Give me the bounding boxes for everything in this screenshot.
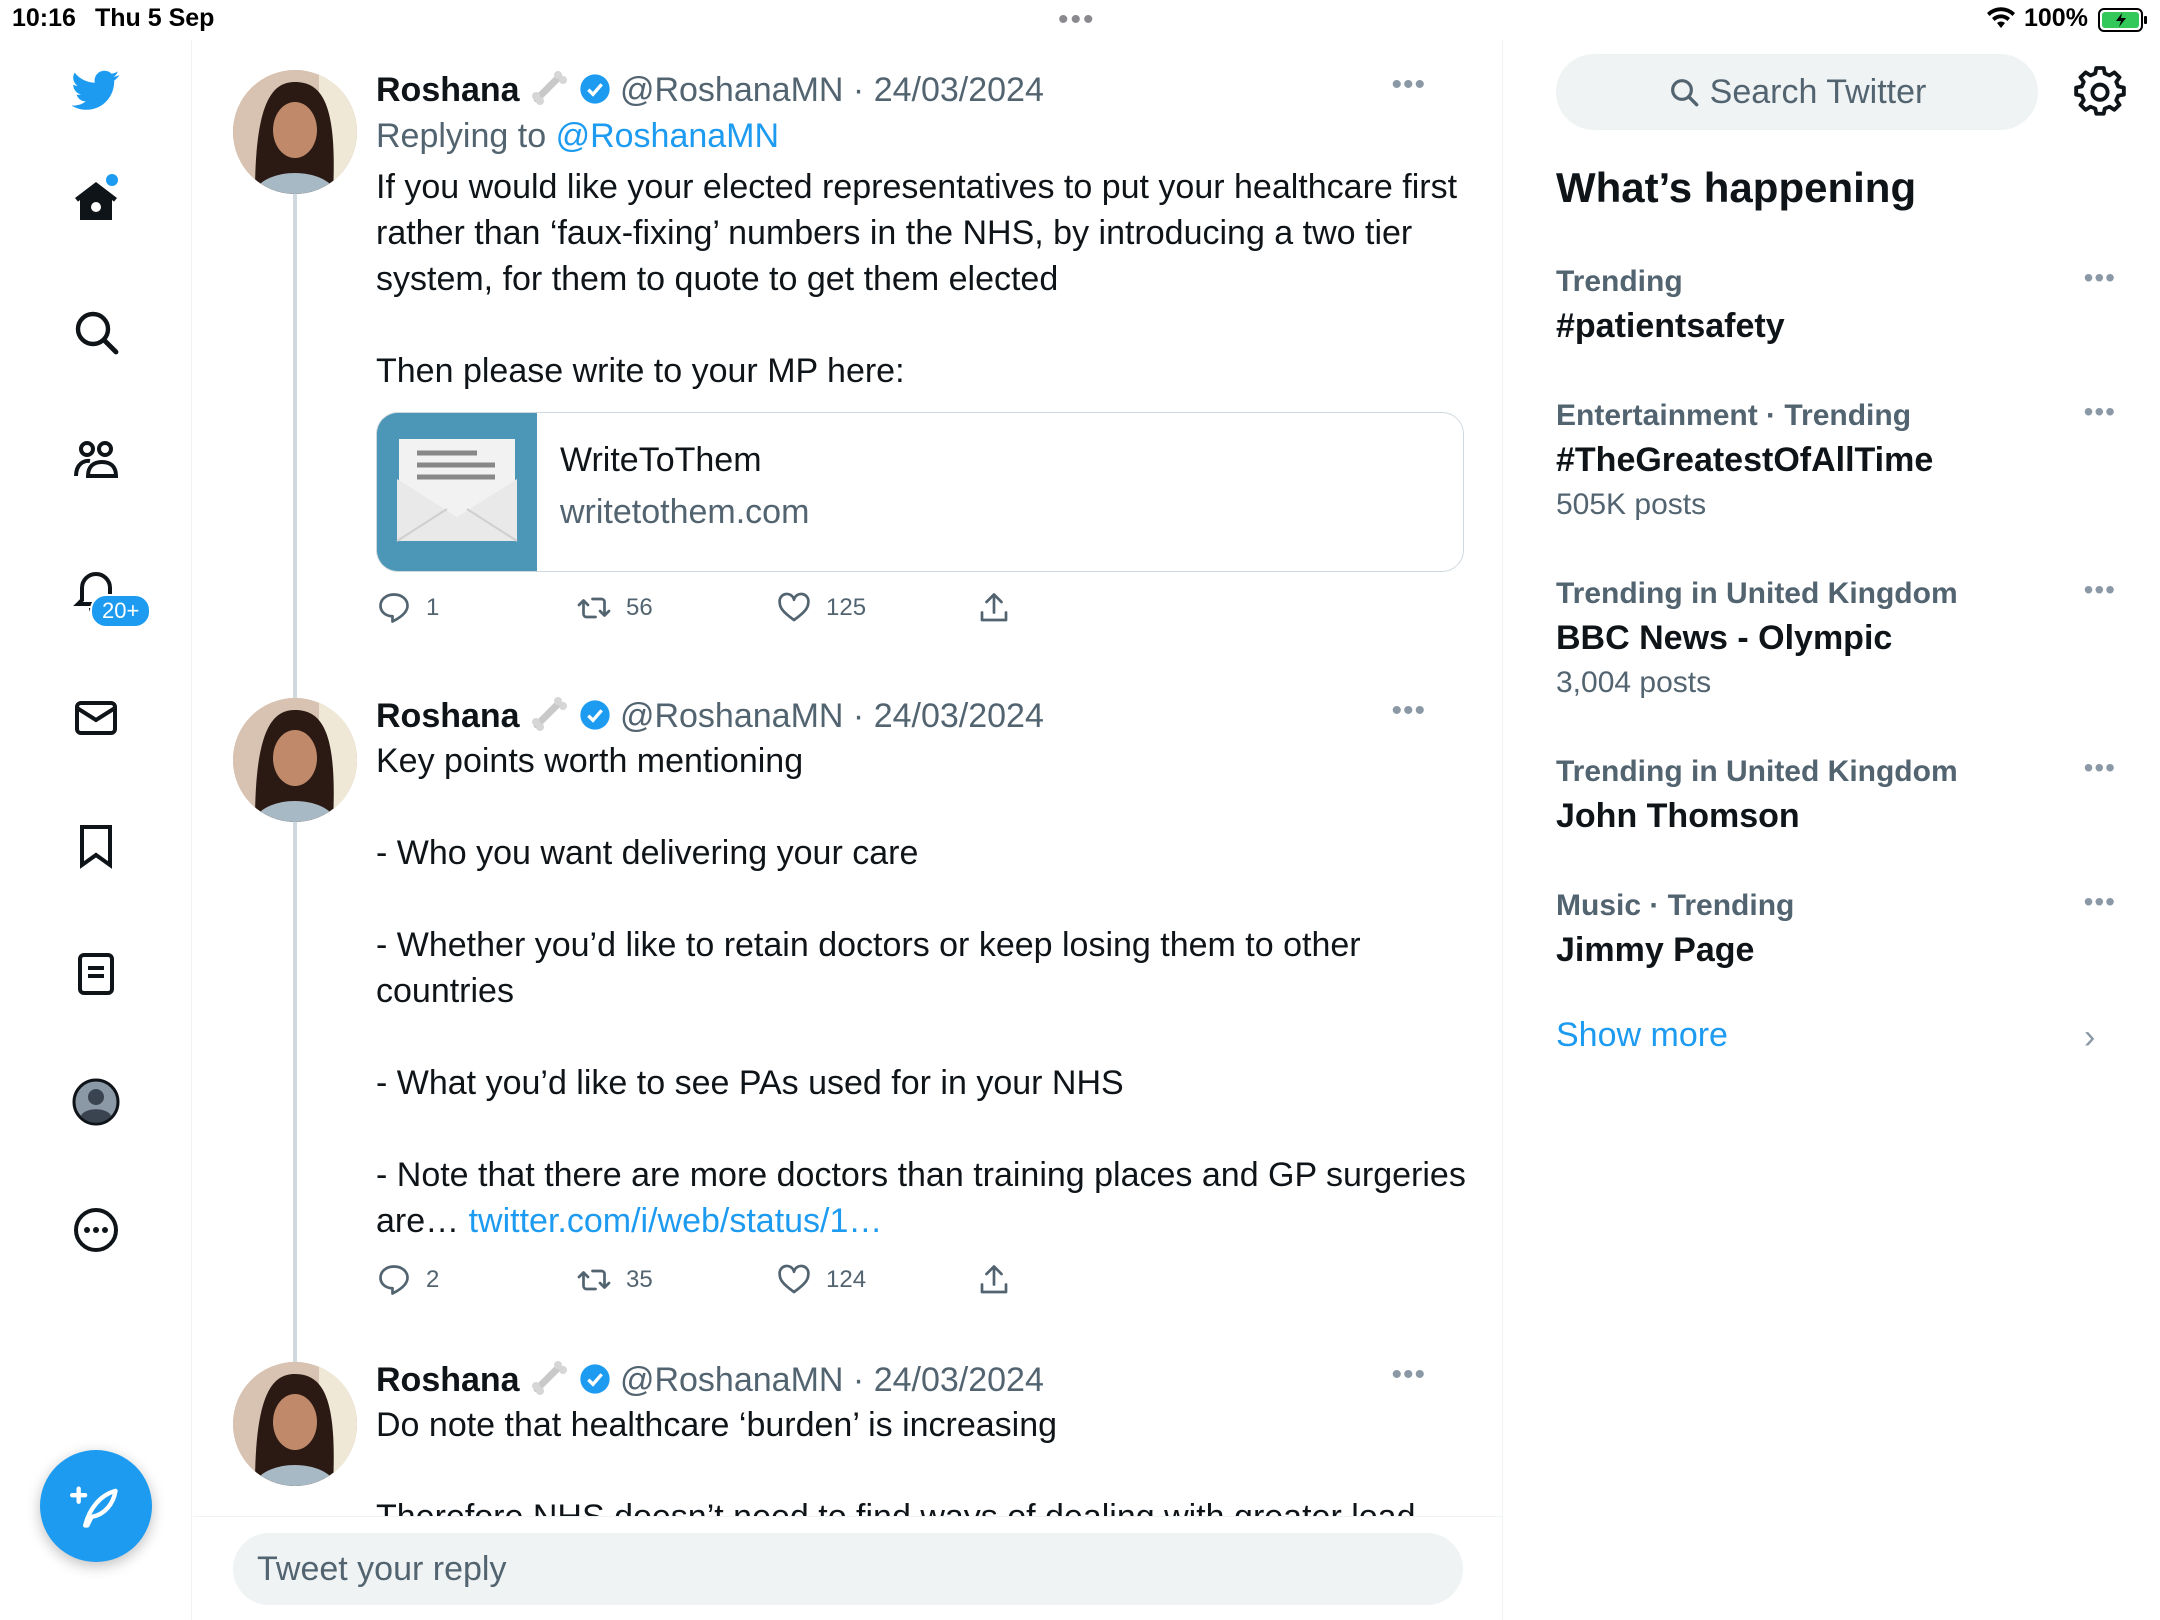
- separator-dot: ·: [852, 1361, 865, 1399]
- retweet-button[interactable]: [576, 590, 653, 626]
- tweet-actions: [376, 590, 1466, 650]
- trend-item[interactable]: [1556, 886, 2116, 974]
- separator-dot: ·: [852, 71, 865, 109]
- trend-more-icon[interactable]: •••: [2083, 752, 2116, 783]
- compose-feather-icon: [70, 1480, 122, 1532]
- bone-emoji-icon: [529, 71, 569, 105]
- trend-more-icon[interactable]: •••: [2083, 886, 2116, 917]
- bone-emoji-icon: [529, 697, 569, 731]
- tweet-more-icon[interactable]: •••: [1391, 694, 1426, 727]
- trend-meta: Trending in United Kingdom: [1556, 755, 1958, 788]
- tweet[interactable]: [193, 1334, 1503, 1534]
- trend-name: John Thomson: [1556, 797, 1800, 835]
- trend-more-icon[interactable]: •••: [2083, 574, 2116, 605]
- bookmarks-icon[interactable]: [66, 816, 126, 876]
- heart-icon: [776, 590, 812, 626]
- trend-name: #TheGreatestOfAllTime: [1556, 441, 1934, 479]
- more-circle-icon[interactable]: [66, 1200, 126, 1260]
- twitter-logo-icon[interactable]: [66, 60, 126, 120]
- like-button[interactable]: [776, 1262, 866, 1298]
- reply-bar: [193, 1516, 1503, 1620]
- wifi-icon: [1986, 6, 2016, 30]
- verified-badge-icon: [579, 698, 611, 730]
- heart-icon: [776, 1262, 812, 1298]
- tweet-text: Do note that healthcare ‘burden’ is increasing: [376, 1406, 1058, 1444]
- thread-line: [293, 818, 297, 1334]
- trend-count: 505K posts: [1556, 488, 1707, 521]
- thread-line: [293, 188, 297, 670]
- trend-item[interactable]: [1556, 262, 2116, 350]
- home-unread-dot: [106, 174, 118, 186]
- tweet-text-body: Key points worth mentioning - Who you want delivering your care - Whether you’d like to retain doctors or keep losing them to other countries - What you’d like to see PAs used for in your NHS - Note that there are more doctors than training places and GP surgeries are…: [376, 742, 1466, 1240]
- trend-name: BBC News - Olympic: [1556, 619, 1893, 657]
- status-date: Thu 5 Sep: [95, 4, 215, 32]
- share-button[interactable]: [976, 1262, 1026, 1298]
- tweet-date[interactable]: 24/03/2024: [873, 697, 1044, 735]
- search-icon: [1668, 76, 1700, 108]
- like-count: 125: [826, 594, 867, 621]
- tweet-date[interactable]: 24/03/2024: [873, 1361, 1044, 1399]
- link-card[interactable]: [376, 412, 1464, 572]
- card-title: WriteToThem: [560, 441, 762, 479]
- search-icon[interactable]: [66, 302, 126, 362]
- share-upload-icon: [976, 590, 1012, 626]
- retweet-icon: [576, 590, 612, 626]
- show-more-link[interactable]: Show more: [1556, 1016, 1728, 1054]
- tweet-thread: [193, 40, 1503, 1620]
- thread-line: [293, 670, 297, 698]
- lists-icon[interactable]: [66, 944, 126, 1004]
- search-label: Search Twitter: [1709, 72, 1927, 111]
- status-bar: [0, 0, 2160, 40]
- settings-gear-icon[interactable]: [2074, 66, 2126, 118]
- tweet-text: [376, 738, 1466, 1244]
- trend-item[interactable]: [1556, 752, 2116, 840]
- status-time: 10:16: [12, 4, 76, 32]
- avatar[interactable]: [233, 70, 357, 194]
- right-sidebar: [1504, 40, 2160, 1620]
- avatar[interactable]: [233, 698, 357, 822]
- tweet-status-link[interactable]: twitter.com/i/web/status/1…: [468, 1202, 883, 1240]
- author-name[interactable]: Roshana: [376, 71, 520, 109]
- retweet-icon: [576, 1262, 612, 1298]
- tweet-more-icon[interactable]: •••: [1391, 1358, 1426, 1391]
- trend-item[interactable]: [1556, 396, 2116, 526]
- compose-tweet-button[interactable]: [40, 1450, 152, 1562]
- chevron-right-icon[interactable]: ›: [2084, 1018, 2096, 1056]
- like-button[interactable]: [776, 590, 866, 626]
- trend-meta: Entertainment · Trending: [1556, 399, 1912, 432]
- card-domain: writetothem.com: [560, 493, 810, 531]
- replying-handle-link[interactable]: @RoshanaMN: [555, 117, 780, 155]
- replying-to: [376, 112, 1466, 160]
- separator-dot: ·: [852, 697, 865, 735]
- battery-percent: 100%: [2024, 4, 2088, 32]
- replying-prefix: Replying to: [376, 117, 547, 155]
- tweet-more-icon[interactable]: •••: [1391, 68, 1426, 101]
- author-name[interactable]: Roshana: [376, 697, 520, 735]
- share-button[interactable]: [976, 590, 1026, 626]
- reply-count: 2: [426, 1266, 440, 1293]
- trend-name: Jimmy Page: [1556, 931, 1755, 969]
- notifications-badge: 20+: [90, 594, 151, 628]
- bone-emoji-icon: [529, 1361, 569, 1395]
- reply-button[interactable]: [376, 1262, 439, 1298]
- tweet-actions: [376, 1262, 1466, 1322]
- profile-avatar-icon[interactable]: [66, 1072, 126, 1132]
- like-count: 124: [826, 1266, 867, 1293]
- trend-meta: Trending: [1556, 265, 1683, 298]
- author-name[interactable]: Roshana: [376, 1361, 520, 1399]
- tweet[interactable]: [193, 670, 1503, 1334]
- search-twitter-field[interactable]: [1556, 54, 2038, 130]
- reply-count: 1: [426, 594, 440, 621]
- retweet-count: 35: [626, 1266, 653, 1293]
- trend-more-icon[interactable]: •••: [2083, 262, 2116, 293]
- trend-more-icon[interactable]: •••: [2083, 396, 2116, 427]
- reply-bubble-icon: [376, 590, 412, 626]
- author-handle[interactable]: @RoshanaMN: [619, 697, 844, 735]
- reply-button[interactable]: [376, 590, 439, 626]
- whats-happening-title: What’s happening: [1556, 164, 1917, 211]
- battery-icon: [2098, 8, 2148, 32]
- left-navigation: [0, 40, 192, 1620]
- trend-meta: Music · Trending: [1556, 889, 1795, 922]
- trend-item[interactable]: [1556, 574, 2116, 704]
- tweet-reply-input[interactable]: [233, 1533, 1463, 1605]
- thread-line: [293, 1334, 297, 1362]
- tweet[interactable]: [193, 40, 1503, 670]
- tweet-date[interactable]: 24/03/2024: [873, 71, 1044, 109]
- communities-icon[interactable]: [66, 430, 126, 490]
- retweet-button[interactable]: [576, 1262, 653, 1298]
- retweet-count: 56: [626, 594, 653, 621]
- reply-bubble-icon: [376, 1262, 412, 1298]
- trend-meta: Trending in United Kingdom: [1556, 577, 1958, 610]
- multitask-dots[interactable]: •••: [1058, 3, 1096, 36]
- trend-count: 3,004 posts: [1556, 666, 1712, 699]
- envelope-thumbnail-icon: [377, 413, 537, 572]
- author-handle[interactable]: @RoshanaMN: [619, 1361, 844, 1399]
- author-handle[interactable]: @RoshanaMN: [619, 71, 844, 109]
- tweet-text: If you would like your elected representatives to put your healthcare first rather than ‘faux-fixing’ numbers in the NHS, by introducing a two tier system, for them to quote to get them elected Then please write to your MP here:: [376, 168, 1458, 390]
- trend-name: #patientsafety: [1556, 307, 1785, 345]
- verified-badge-icon: [579, 1362, 611, 1394]
- share-upload-icon: [976, 1262, 1012, 1298]
- avatar[interactable]: [233, 1362, 357, 1486]
- verified-badge-icon: [579, 72, 611, 104]
- messages-envelope-icon[interactable]: [66, 688, 126, 748]
